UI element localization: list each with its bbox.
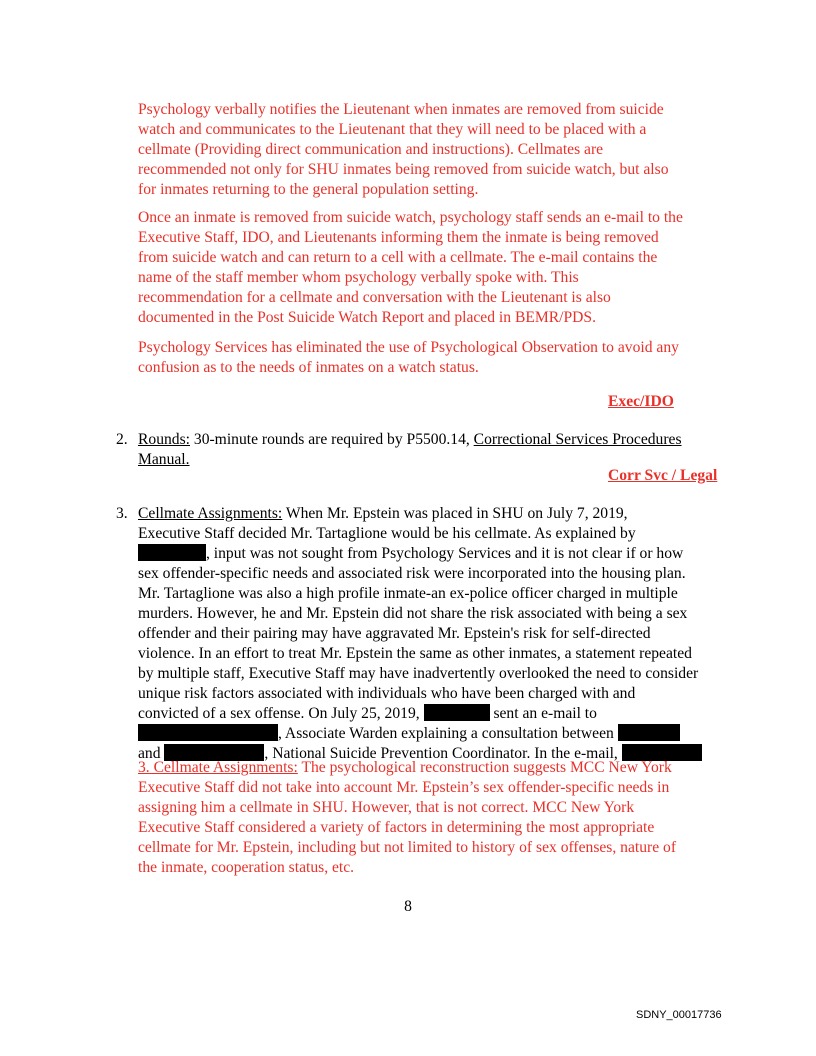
- redaction-box: [618, 724, 680, 741]
- text-segment: , input was not sought from Psychology Services and it is not clear if or how: [206, 545, 684, 562]
- text-line: offender and their pairing may have aggravated Mr. Epstein's risk for self-directed: [138, 625, 651, 642]
- text-segment: , Associate Warden explaining a consultation between: [278, 725, 618, 742]
- text-line: recommendation for a cellmate and conversation with the Lieutenant is also: [138, 289, 611, 306]
- item-heading: Rounds:: [138, 431, 190, 448]
- response-heading: 3. Cellmate Assignments:: [138, 759, 298, 776]
- text-line: Psychology verbally notifies the Lieutenant when inmates are removed from suicide: [138, 101, 664, 118]
- item-heading: Cellmate Assignments:: [138, 505, 283, 522]
- redaction-box: [424, 704, 490, 721]
- responsible-party-tag: Exec/IDO: [608, 393, 674, 410]
- text-line: cellmate for Mr. Epstein, including but not limited to history of sex offenses, nature of: [138, 839, 677, 856]
- text-line: the inmate, cooperation status, etc.: [138, 859, 355, 876]
- text-line: by multiple staff, Executive Staff may have inadvertently overlooked the need to consider: [138, 665, 699, 682]
- text-line: [138, 704, 706, 724]
- text-segment: When Mr. Epstein was placed in SHU on July 7, 2019,: [282, 505, 628, 522]
- text-line: Executive Staff decided Mr. Tartaglione would be his cellmate. As explained by: [138, 525, 636, 542]
- text-line: recommended not only for SHU inmates being removed from suicide watch, but also: [138, 161, 669, 178]
- item-cellmate-assignments: [138, 504, 706, 764]
- text-segment: convicted of a sex offense. On July 25, 2019,: [138, 705, 424, 722]
- manual-reference: Manual.: [138, 451, 190, 468]
- redaction-box: [138, 544, 206, 561]
- page-number: 8: [404, 898, 412, 915]
- text-line: cellmate (Providing direct communication and instructions). Cellmates are: [138, 141, 604, 158]
- text-line: [138, 544, 706, 564]
- bates-number: SDNY_00017736: [636, 1009, 722, 1021]
- text-segment: The psychological reconstruction suggests MCC New York: [297, 759, 672, 776]
- response-paragraph-2: [138, 208, 706, 328]
- text-segment: , National Suicide Prevention Coordinator. In the e-mail,: [264, 745, 622, 762]
- text-line: [138, 724, 706, 744]
- text-line: [138, 430, 706, 450]
- response-paragraph-3: [138, 338, 706, 378]
- text-line: watch and communicates to the Lieutenant that they will need to be placed with a: [138, 121, 647, 138]
- response-paragraph-4: [138, 758, 706, 878]
- text-line: unique risk factors associated with individuals who have been charged with and: [138, 685, 636, 702]
- text-segment: sent an e-mail to: [489, 705, 597, 722]
- response-paragraph-1: [138, 100, 706, 200]
- text-line: Executive Staff, IDO, and Lieutenants informing them the inmate is being removed: [138, 229, 659, 246]
- text-line: Mr. Tartaglione was also a high profile inmate-an ex-police officer charged in multiple: [138, 585, 678, 602]
- text-line: sex offender-specific needs and associated risk were incorporated into the housing plan.: [138, 565, 686, 582]
- manual-reference: Correctional Services Procedures: [473, 431, 682, 448]
- text-line: Once an inmate is removed from suicide watch, psychology staff sends an e-mail to the: [138, 209, 683, 226]
- text-line: documented in the Post Suicide Watch Report and placed in BEMR/PDS.: [138, 309, 596, 326]
- text-line: violence. In an effort to treat Mr. Epstein the same as other inmates, a statement repeated: [138, 645, 692, 662]
- text-line: name of the staff member whom psychology verbally spoke with. This: [138, 269, 579, 286]
- item-text: 30-minute rounds are required by P5500.14,: [190, 431, 474, 448]
- text-line: murders. However, he and Mr. Epstein did not share the risk associated with being a sex: [138, 605, 688, 622]
- item-number: 3.: [116, 505, 128, 522]
- text-line: assigning him a cellmate in SHU. However, that is not correct. MCC New York: [138, 799, 635, 816]
- item-number: 2.: [116, 431, 128, 448]
- item-rounds: [138, 430, 706, 470]
- redaction-box: [138, 724, 278, 741]
- responsible-party-tag: Corr Svc / Legal: [608, 467, 718, 484]
- text-segment: and: [138, 745, 165, 762]
- text-line: Executive Staff did not take into account Mr. Epstein’s sex offender-specific needs in: [138, 779, 670, 796]
- text-line: [138, 758, 706, 778]
- text-line: Executive Staff considered a variety of factors in determining the most appropriate: [138, 819, 655, 836]
- text-line: from suicide watch and can return to a cell with a cellmate. The e-mail contains the: [138, 249, 658, 266]
- text-line: confusion as to the needs of inmates on a watch status.: [138, 359, 479, 376]
- text-line: Psychology Services has eliminated the use of Psychological Observation to avoid any: [138, 339, 679, 356]
- text-line: for inmates returning to the general population setting.: [138, 181, 479, 198]
- text-line: [138, 504, 706, 524]
